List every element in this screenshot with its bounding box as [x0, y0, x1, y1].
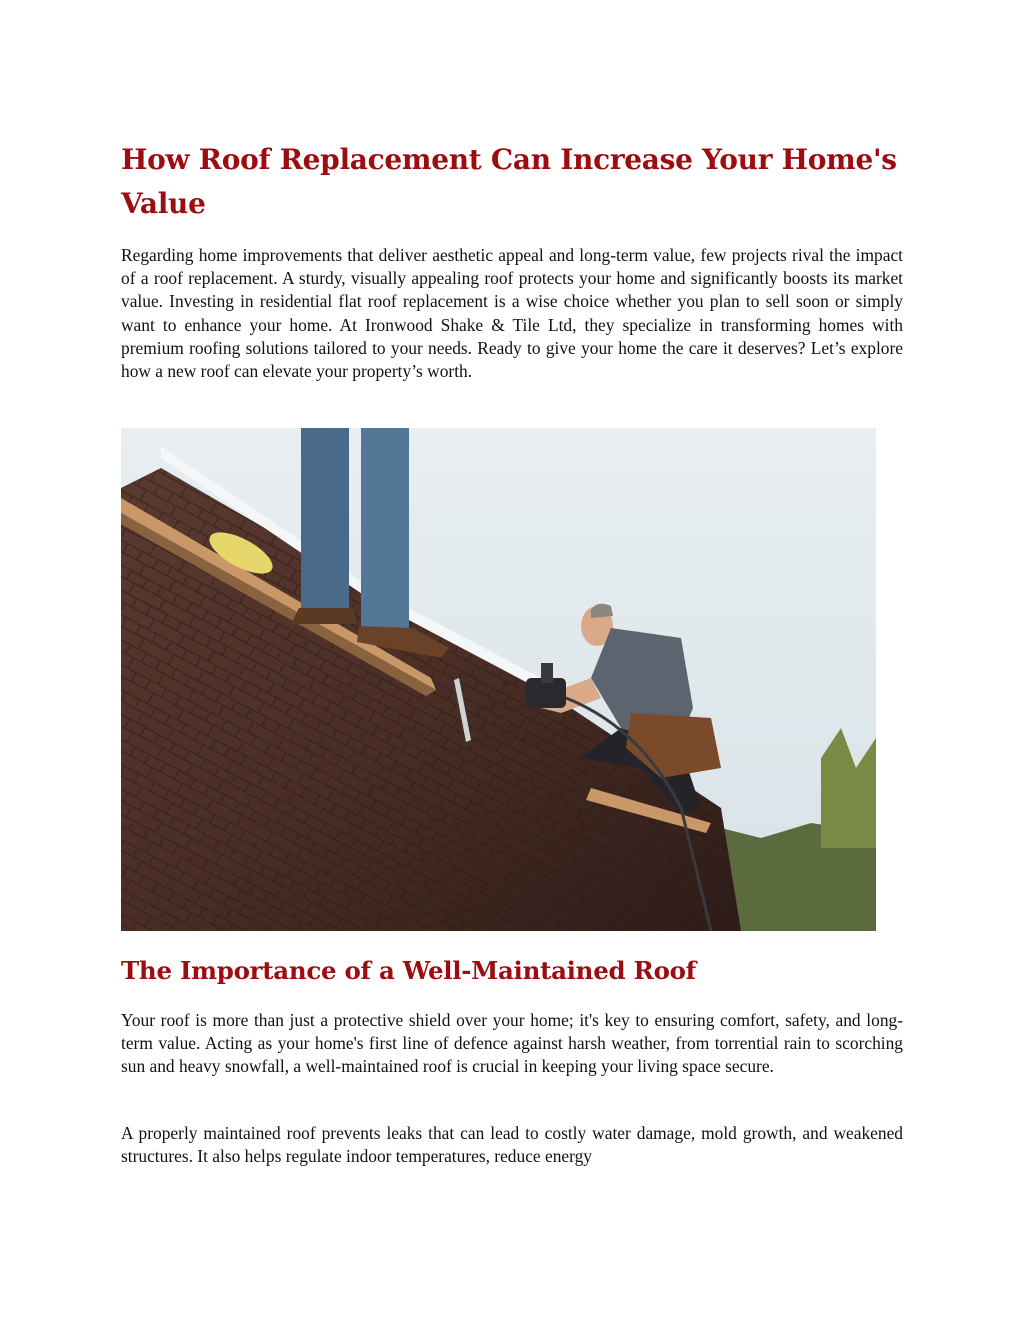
section-paragraph-2: A properly maintained roof prevents leaks that can lead to costly water damage, mold growth, and weakened structures. It also helps regulate indoor temperatures, reduce energy	[121, 1123, 903, 1167]
section-paragraph-1: Your roof is more than just a protective shield over your home; it's key to ensuring comfort, safety, and long-term value. Acting as your home's first line of defence against harsh weather, from torrential rain to scorching sun and heavy snowfall, a well-maintained roof is crucial in keeping your living space secure.	[121, 1010, 903, 1077]
roofers-photo	[121, 428, 876, 931]
article-title: How Roof Replacement Can Increase Your Home's Value	[121, 143, 897, 220]
intro-paragraph: Regarding home improvements that deliver aesthetic appeal and long-term value, few projects rival the impact of a roof replacement. A sturdy, visually appealing roof protects your home and significantly boosts its market value. Investing in residential flat roof replacement is a wise choice whether you plan to sell soon or simply want to enhance your home. At Ironwood Shake & Tile Ltd, they specialize in transforming homes with premium roofing solutions tailored to your needs. Ready to give your home the care it deserves? Let’s explore how a new roof can elevate your property’s worth.	[121, 245, 903, 382]
section-heading: The Importance of a Well-Maintained Roof	[121, 956, 696, 985]
